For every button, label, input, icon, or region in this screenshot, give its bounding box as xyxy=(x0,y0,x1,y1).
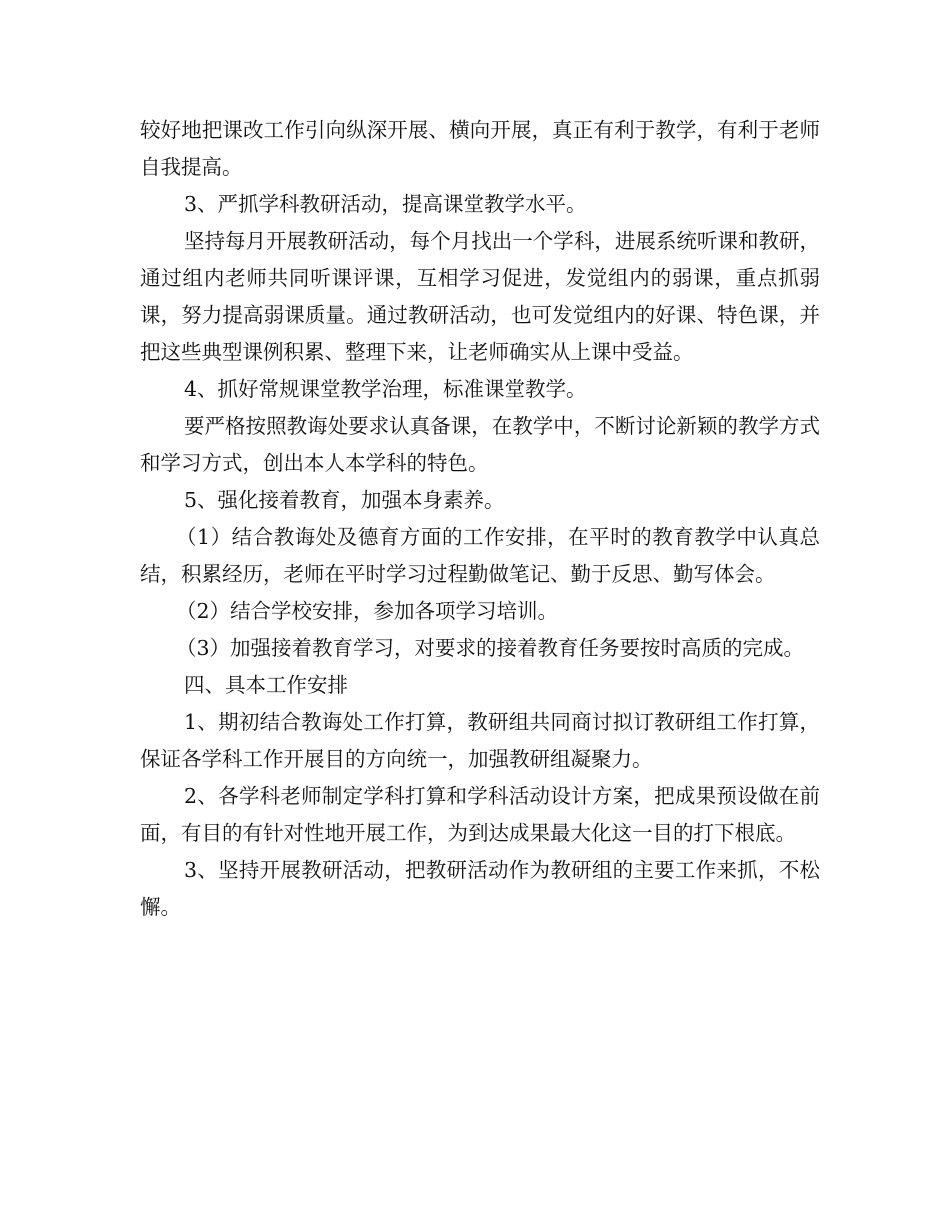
document-body xyxy=(140,112,820,926)
paragraph-teaching-research: 坚持每月开展教研活动，每个月找出一个学科，进展系统听课和教研，通过组内老师共同听课评课，互相学习促进，发觉组内的弱课，重点抓弱课，努力提高弱课质量。通过教研活动，也可发觉组内的好课、特色课，并把这些典型课例积累、整理下来，让老师确实从上课中受益。 xyxy=(140,229,820,364)
heading-item-3: 3、严抓学科教研活动，提高课堂教学水平。 xyxy=(184,192,587,216)
sub-item-1: （1）结合教诲处及德育方面的工作安排，在平时的教育教学中认真总结，积累经历，老师在平时学习过程勤做笔记、勤于反思、勤写体会。 xyxy=(140,525,820,586)
paragraph-lesson-preparation: 要严格按照教诲处要求认真备课，在教学中，不断讨论新颖的教学方式和学习方式，创出本人本学科的特色。 xyxy=(140,414,820,475)
arrangement-item-2: 2、各学科老师制定学科打算和学科活动设计方案，把成果预设做在前面，有目的有针对性地开展工作，为到达成果最大化这一目的打下根底。 xyxy=(140,784,820,845)
sub-item-2: （2）结合学校安排，参加各项学习培训。 xyxy=(176,599,559,623)
arrangement-item-1: 1、期初结合教诲处工作打算，教研组共同商讨拟订教研组工作打算，保证各学科工作开展目的方向统一，加强教研组凝聚力。 xyxy=(140,710,820,771)
paragraph-continuation: 较好地把课改工作引向纵深开展、横向开展，真正有利于教学，有利于老师自我提高。 xyxy=(140,118,820,179)
heading-item-5: 5、强化接着教育，加强本身素养。 xyxy=(184,488,505,512)
arrangement-item-3: 3、坚持开展教研活动，把教研活动作为教研组的主要工作来抓，不松懈。 xyxy=(140,858,820,919)
heading-item-4: 4、抓好常规课堂教学治理，标准课堂教学。 xyxy=(184,377,587,401)
section-heading-work-arrangement: 四、具本工作安排 xyxy=(184,673,348,697)
sub-item-3: （3）加强接着教育学习，对要求的接着教育任务要按时高质的完成。 xyxy=(176,636,805,660)
